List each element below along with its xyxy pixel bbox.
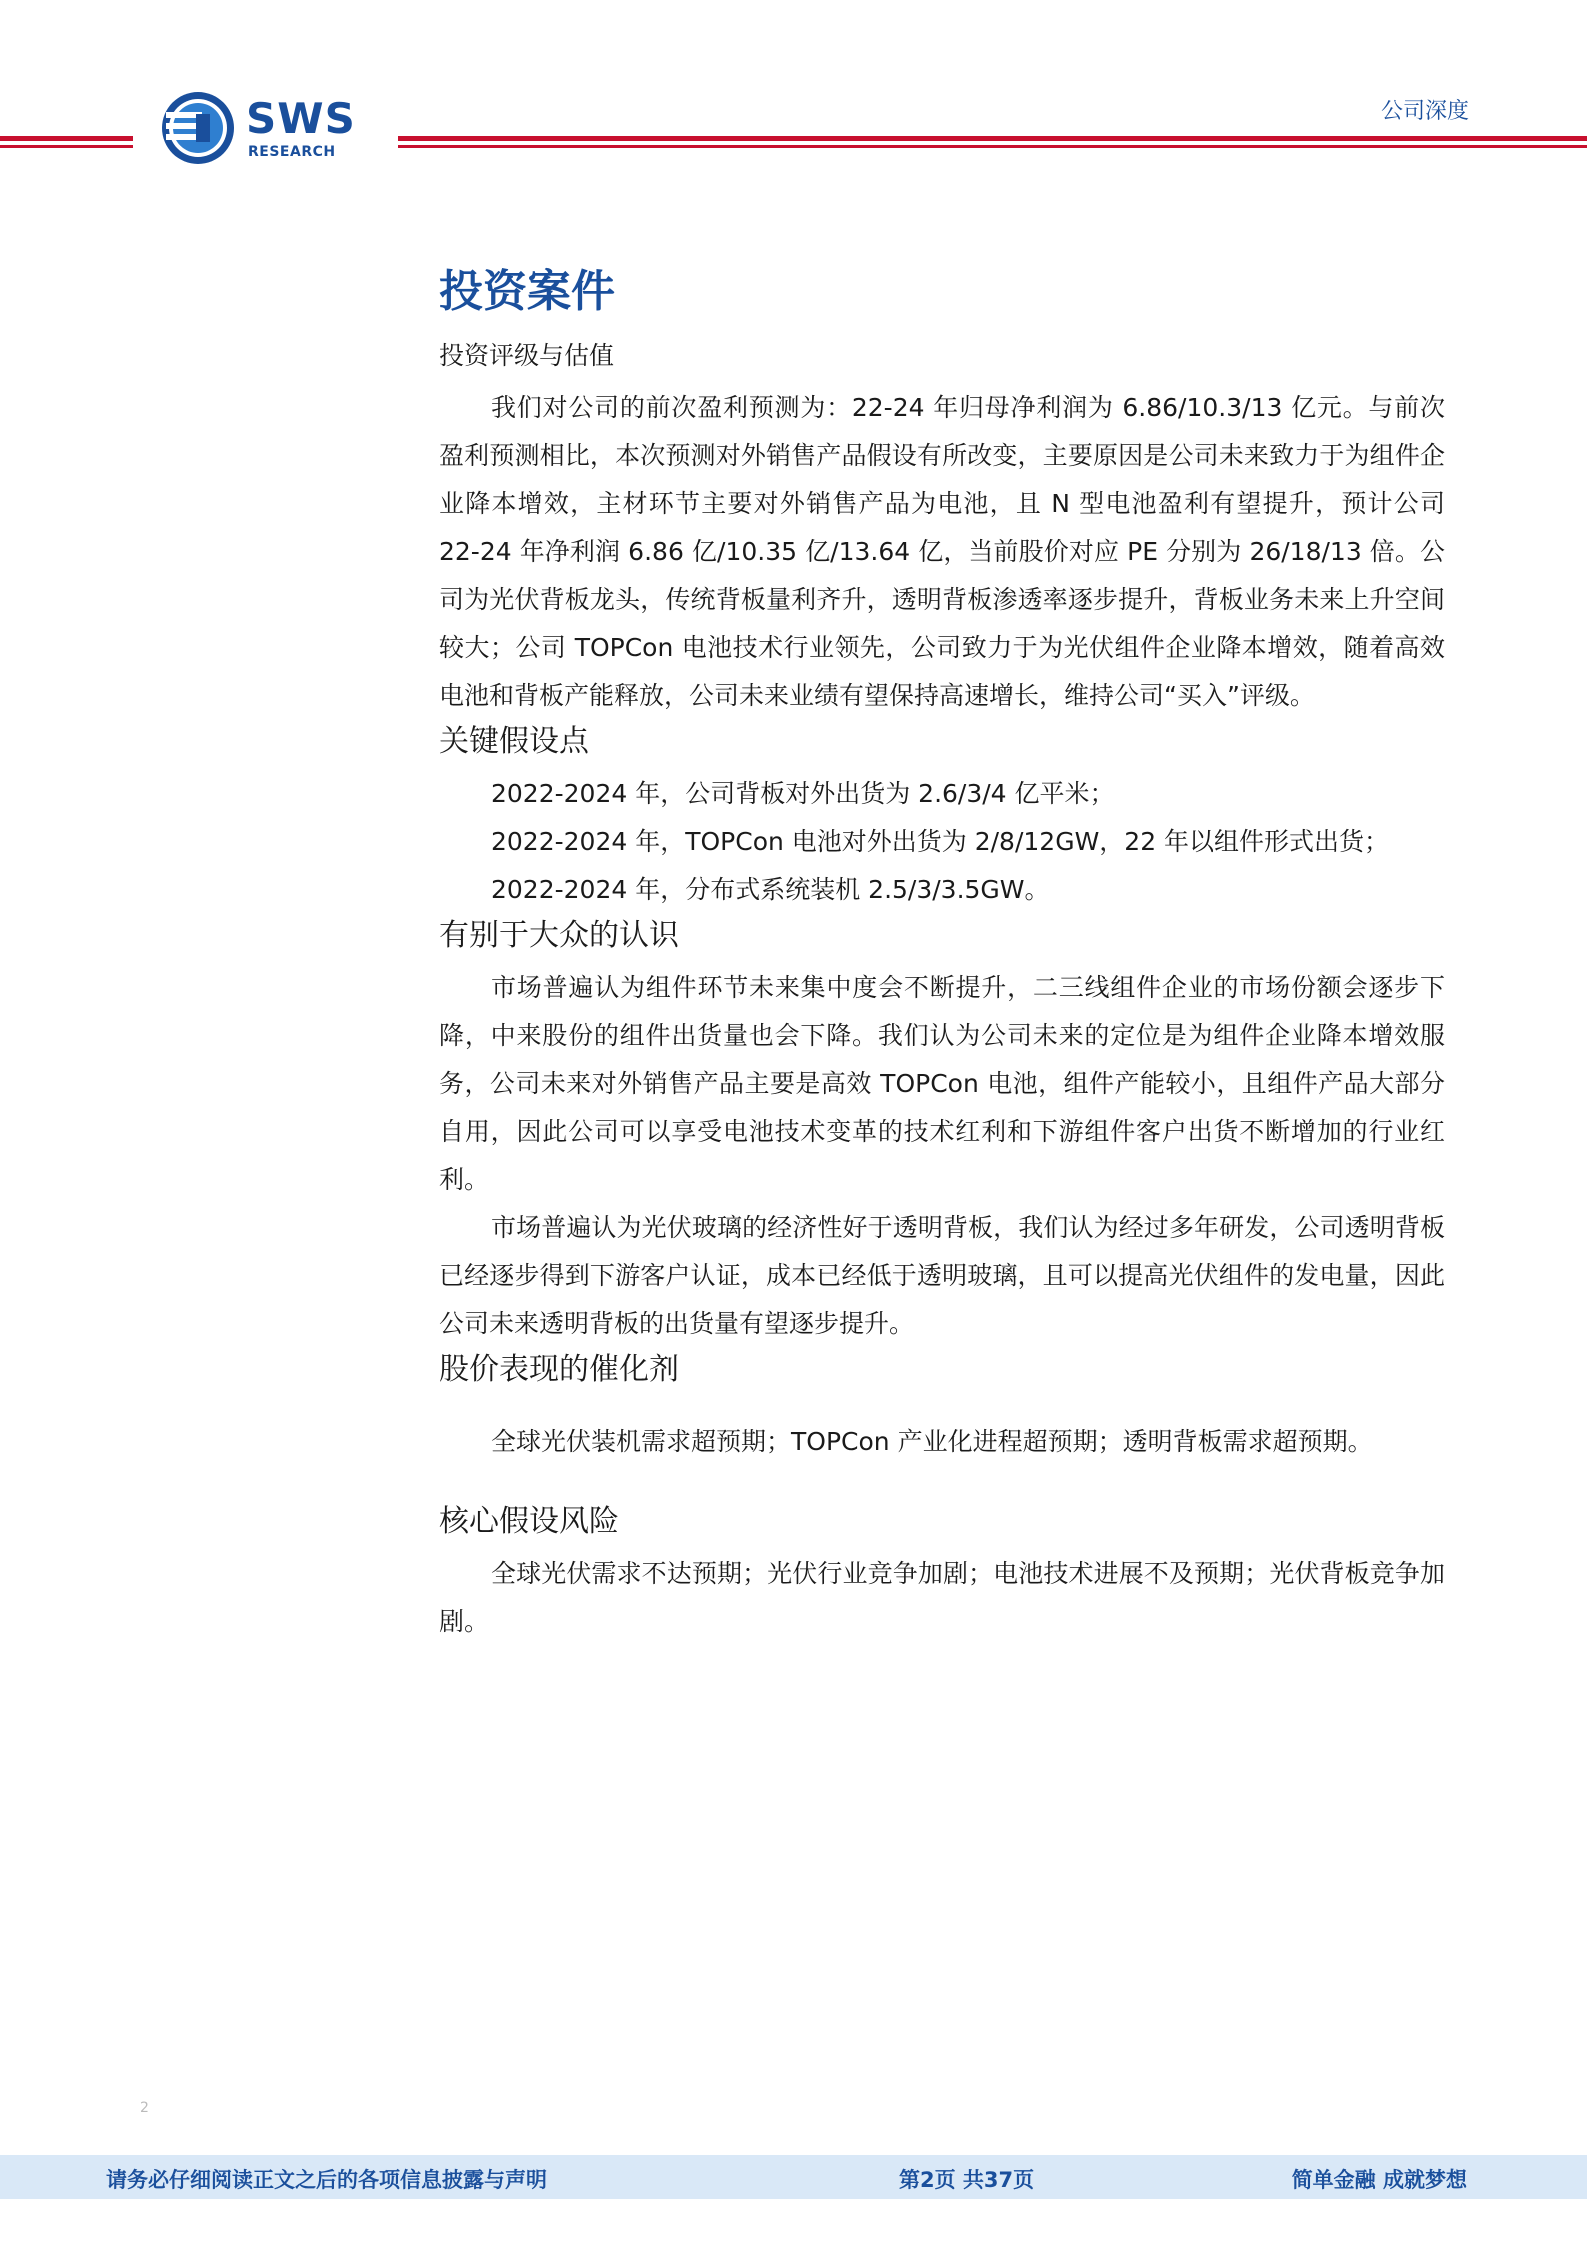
page-title: 投资案件 <box>439 266 615 317</box>
header-rule-right-thin <box>398 145 1587 148</box>
rating-paragraph: 我们对公司的前次盈利预测为：22-24 年归母净利润为 6.86/10.3/13 亿元。与前次盈利预测相比，本次预测对外销售产品假设有所改变，主要原因是公司未来致力于为组件企业降本增效，主材环节主要对外销售产品为电池，且 N 型电池盈利有望提升，预计公司 22-24 年净利润 6.86 亿/10.35 亿/13.64 亿，当前股价对应 PE 分别为 26/18/13 倍。公司为光伏背板龙头，传统背板量利齐升，透明背板渗透率逐步提升，背板业务未来上升空间较大；公司 TOPCon 电池技术行业领先，公司致力于为光伏组件企业降本增效，随着高效电池和背板产能释放，公司未来业绩有望保持高速增长，维持公司“买入”评级。 <box>439 393 1445 710</box>
footer-slogan: 简单金融 成就梦想 <box>1291 2168 1467 2192</box>
header-rule-left <box>0 136 133 141</box>
footer-disclaimer: 请务必仔细阅读正文之后的各项信息披露与声明 <box>106 2168 547 2192</box>
rating-heading: 投资评级与估值 <box>439 341 615 370</box>
sws-logo-icon <box>160 90 236 166</box>
header-rule-left-thin <box>0 145 133 148</box>
risk-paragraph: 全球光伏需求不达预期；光伏行业竞争加剧；电池技术进展不及预期；光伏背板竞争加剧。 <box>439 1559 1445 1636</box>
catalyst-paragraph: 全球光伏装机需求超预期；TOPCon 产业化进程超预期；透明背板需求超预期。 <box>491 1427 1373 1456</box>
assumption-item: 2022-2024 年，公司背板对外出货为 2.6/3/4 亿平米； <box>491 779 1115 808</box>
assumption-item: 2022-2024 年，分布式系统装机 2.5/3/3.5GW。 <box>491 875 1050 904</box>
footer-page-count: 第2页 共37页 <box>899 2168 1035 2192</box>
footer-bar <box>0 2155 1587 2199</box>
sws-research-logo <box>160 88 390 168</box>
main-content <box>439 262 1445 1646</box>
different-view-heading: 有别于大众的认识 <box>439 918 679 953</box>
risk-heading: 核心假设风险 <box>439 1504 619 1539</box>
page-number-mark: 2 <box>140 2100 149 2116</box>
logo-wordmark: SWS <box>246 94 356 143</box>
different-view-paragraph: 市场普遍认为组件环节未来集中度会不断提升，二三线组件企业的市场份额会逐步下降，中来股份的组件出货量也会下降。我们认为公司未来的定位是为组件企业降本增效服务，公司未来对外销售产品主要是高效 TOPCon 电池，组件产能较小，且组件产品大部分自用，因此公司可以享受电池技术变革的技术红利和下游组件客户出货不断增加的行业红利。 <box>439 973 1445 1194</box>
report-type-tag: 公司深度 <box>1380 99 1469 124</box>
header-rule-right <box>398 136 1587 141</box>
assumptions-heading: 关键假设点 <box>439 724 589 759</box>
different-view-paragraph: 市场普遍认为光伏玻璃的经济性好于透明背板，我们认为经过多年研发，公司透明背板已经逐步得到下游客户认证，成本已经低于透明玻璃，且可以提高光伏组件的发电量，因此公司未来透明背板的出货量有望逐步提升。 <box>439 1213 1445 1338</box>
catalyst-heading: 股价表现的催化剂 <box>439 1352 679 1387</box>
assumption-item: 2022-2024 年，TOPCon 电池对外出货为 2/8/12GW，22 年以组件形式出货； <box>491 827 1390 856</box>
logo-subtitle: RESEARCH <box>248 144 336 160</box>
